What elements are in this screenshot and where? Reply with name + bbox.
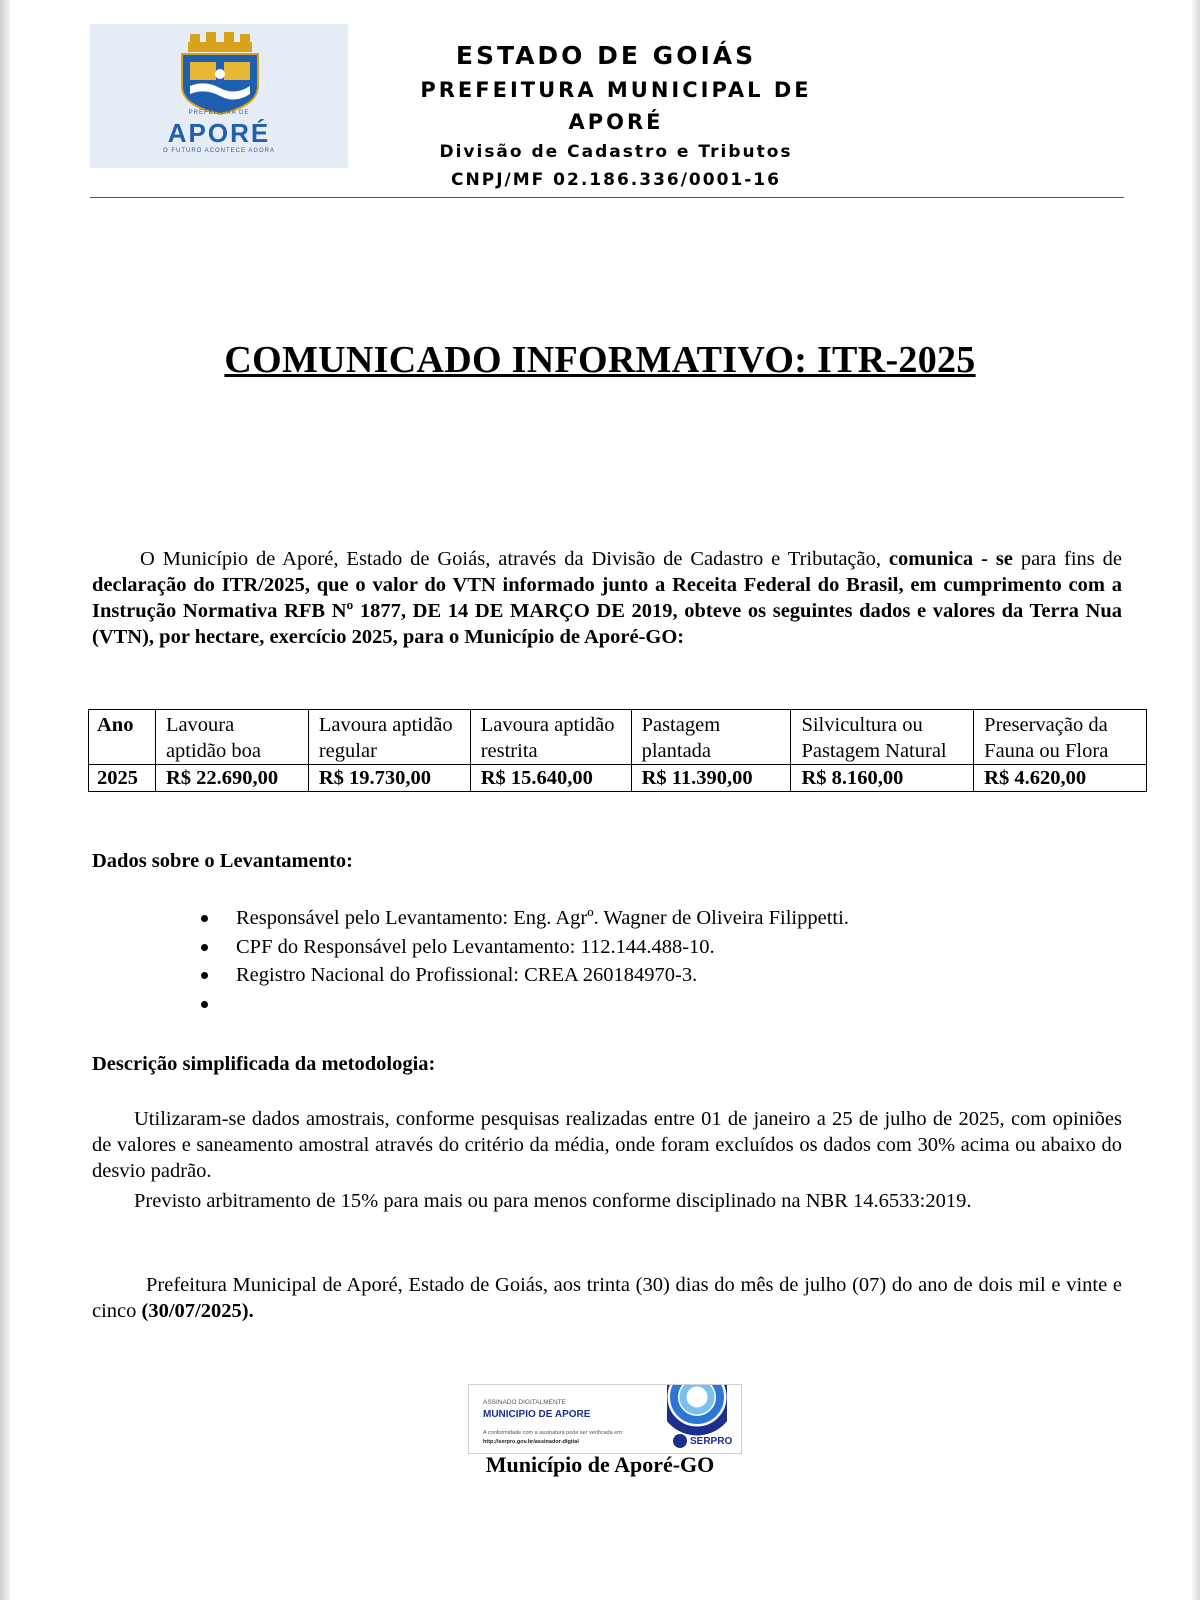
table-cell: R$ 15.640,00	[470, 765, 631, 792]
table-cell: R$ 4.620,00	[974, 765, 1147, 792]
serpro-brand-text: SERPRO	[690, 1435, 733, 1447]
header-divider	[90, 197, 1124, 198]
intro-text-2: para fins de	[1012, 548, 1123, 570]
municipal-logo	[90, 24, 348, 168]
intro-bold-2: declaração do ITR/2025, que o valor do VTN informado junto a Receita Federal do Brasil, em cumprimento com a Instrução Normativa RFB Nº 1877, DE 14 DE MARÇO DE 2019, obteve os seguintes dados e valores da Terra Nua (VTN), por hectare, exercício 2025, para o Município de Aporé-GO:	[92, 574, 1122, 648]
levantamento-list	[198, 904, 849, 1018]
logo-slogan: O FUTURO ACONTECE AGORA	[162, 148, 275, 154]
closing-text: Prefeitura Municipal de Aporé, Estado de Goiás, aos trinta (30) dias do mês de julho (07) do ano de dois mil e vinte e cinco	[92, 1274, 1122, 1322]
intro-bold-1: comunica - se	[888, 548, 1013, 570]
digital-signature-stamp	[468, 1384, 742, 1454]
bullet-icon	[201, 972, 208, 979]
table-header-cell: Ano	[89, 710, 156, 765]
signature-url: http://serpro.gov.br/assinador-digital	[483, 1439, 579, 1445]
header-state: ESTADO DE GOIÁS	[455, 41, 757, 70]
closing-date: (30/07/2025).	[141, 1300, 254, 1322]
bullet-icon	[201, 915, 208, 922]
table-cell-year: 2025	[89, 765, 156, 792]
serpro-logo-icon	[673, 1434, 687, 1448]
intro-text-1: O Município de Aporé, Estado de Goiás, através da Divisão de Cadastro e Tributação,	[140, 548, 889, 570]
page-edge-left	[0, 0, 10, 1600]
metodologia-paragraph-1	[92, 1106, 1122, 1184]
list-item	[198, 990, 849, 1019]
signature-label: ASSINADO DIGITALMENTE	[483, 1399, 566, 1406]
header-cnpj: CNPJ/MF 02.186.336/0001-16	[451, 170, 781, 190]
signature-caption: Município de Aporé-GO	[485, 1452, 715, 1477]
list-item-text: Registro Nacional do Profissional: CREA 260184970-3.	[236, 964, 698, 986]
page-edge-right	[1192, 0, 1200, 1600]
document-header	[356, 38, 856, 194]
table-row	[89, 765, 1147, 792]
header-division: Divisão de Cadastro e Tributos	[439, 142, 793, 162]
intro-paragraph	[92, 546, 1122, 650]
vtn-table	[88, 709, 1147, 792]
document-title: COMUNICADO INFORMATIVO: ITR-2025	[224, 339, 976, 381]
table-header-cell: Lavoura aptidão regular	[308, 710, 470, 765]
signature-note: A conformidade com a assinatura pode ser verificada em:	[483, 1430, 624, 1436]
bullet-icon	[201, 944, 208, 951]
table-cell: R$ 22.690,00	[155, 765, 308, 792]
metodologia-paragraph-2	[92, 1188, 1122, 1214]
list-item-text: CPF do Responsável pelo Levantamento: 112.144.488-10.	[236, 935, 715, 958]
table-header-cell: Pastagem plantada	[631, 710, 791, 765]
metodologia-heading: Descrição simplificada da metodologia:	[92, 1053, 436, 1075]
table-cell: R$ 19.730,00	[308, 765, 470, 792]
table-header-cell: Lavoura aptidão restrita	[470, 710, 631, 765]
logo-top-text: PREFEITURA DE	[188, 110, 250, 116]
bullet-icon	[201, 1001, 208, 1008]
list-item	[198, 904, 849, 933]
metodologia-text-1: Utilizaram-se dados amostrais, conforme pesquisas realizadas entre 01 de janeiro a 25 de julho de 2025, com opiniões de valores e saneamento amostral através do critério da média, onde foram excluídos os dados com 30% acima ou abaixo do desvio padrão.	[92, 1108, 1122, 1182]
table-header-cell: Preservação da Fauna ou Flora	[974, 710, 1147, 765]
table-header-cell: Silvicultura ou Pastagem Natural	[791, 710, 974, 765]
serpro-brand	[673, 1434, 732, 1448]
closing-paragraph	[92, 1272, 1122, 1324]
list-item	[198, 961, 849, 990]
table-cell: R$ 8.160,00	[791, 765, 974, 792]
signature-name: MUNICIPIO DE APORE	[483, 1409, 591, 1420]
list-item-text: Responsável pelo Levantamento: Eng. Agrº. Wagner de Oliveira Filippetti.	[236, 907, 849, 929]
table-header-cell: Lavoura aptidão boa	[155, 710, 308, 765]
header-prefeitura: PREFEITURA MUNICIPAL DE APORÉ	[420, 78, 812, 134]
metodologia-text-2: Previsto arbitramento de 15% para mais ou para menos conforme disciplinado na NBR 14.6533:2019.	[134, 1190, 972, 1212]
logo-wordmark: APORÉ	[167, 118, 271, 148]
table-cell: R$ 11.390,00	[631, 765, 791, 792]
list-item	[198, 933, 849, 962]
levantamento-heading: Dados sobre o Levantamento:	[92, 850, 353, 872]
table-header-row	[89, 710, 1147, 765]
